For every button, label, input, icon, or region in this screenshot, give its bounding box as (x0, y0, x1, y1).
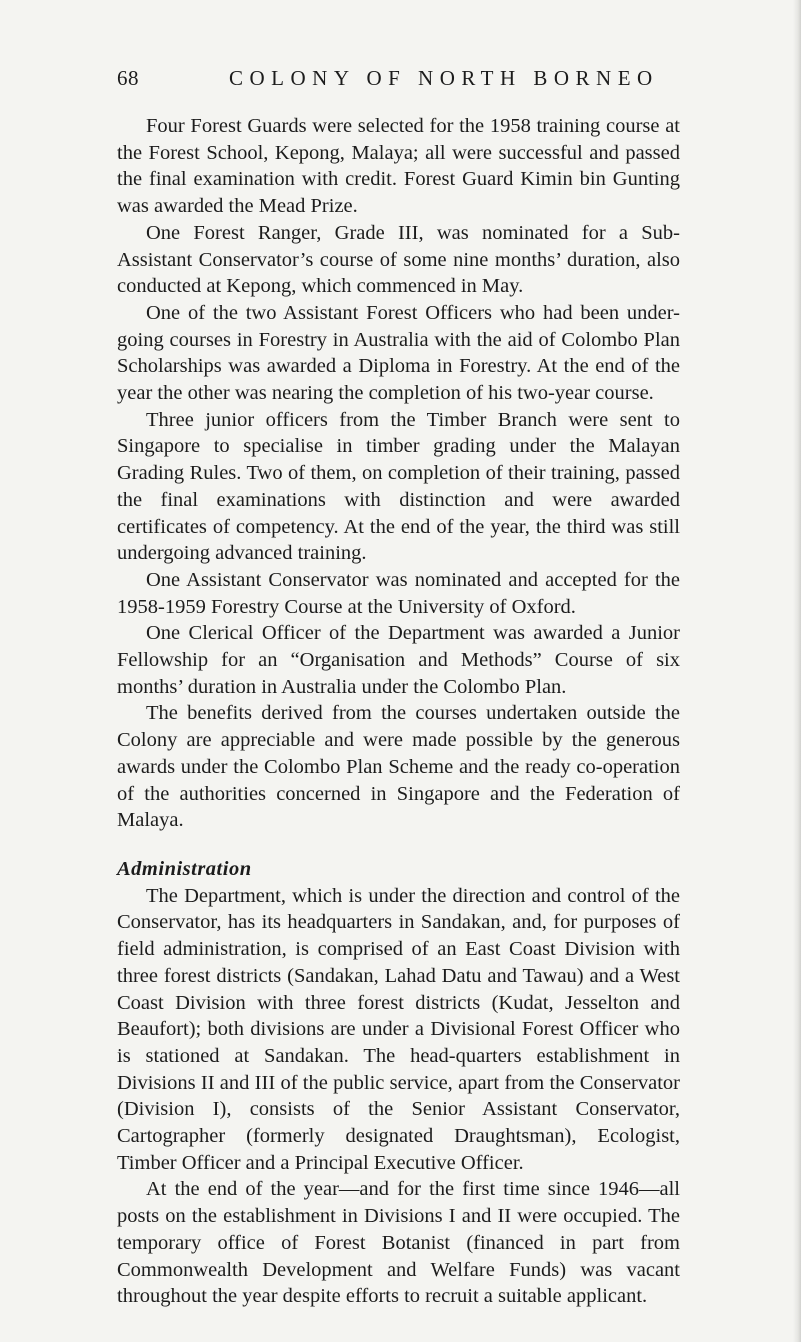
paragraph-benefits: The benefits derived from the courses undertaken outside the Colony are appreciable and were made possible by the generous awards under the Colombo Plan Scheme and the ready co-operation of the authorities concerned in Singapore and the Federation of Malaya. (117, 702, 680, 832)
page-number: 68 (117, 66, 139, 90)
paragraph-oxford-course: One Assistant Conservator was nominated and accepted for the 1958-1959 Forestry Course at the University of Oxford. (117, 568, 680, 618)
paragraph-department-structure: The Department, which is under the direction and control of the Conservator, has its headquarters in Sandakan, and, for purposes of field administration, is comprised of an East Coast Division with three forest districts (Sandakan, Lahad Datu and Tawau) and a West Coast Division with three forest districts (Kudat, Jesselton and Beaufort); both divisions are under a Divisional Forest Officer who is stationed at Sandakan. The head-quarters establishment in Divisions II and III of the public service, apart from the Conservator (Division I), consists of the Senior Assistant Conservator, Cartographer (formerly designated Draughtsman), Ecologist, Timber Officer and a Principal Executive Officer. (117, 884, 680, 1174)
paragraph-clerical-officer: One Clerical Officer of the Department was awarded a Junior Fellowship for an “Organisation and Methods” Course of six months’ duration in Australia under the Colombo Plan. (117, 622, 680, 698)
section-heading-administration: Administration (117, 857, 252, 880)
paragraph-assistant-forest-officers: One of the two Assistant Forest Officers who had been under-going courses in Forestry in Australia with the aid of Colombo Plan Scholarships was awarded a Diploma in Forestry. At the end of the year the other was nearing the completion of his two-year course. (117, 301, 680, 405)
paragraph-forest-guards: Four Forest Guards were selected for the 1958 training course at the Forest School, Kepong, Malaya; all were successful and passed the final examination with credit. Forest Guard Kimin bin Gunting was awarded the Mead Prize. (117, 115, 680, 218)
paragraph-establishment-posts: At the end of the year—and for the first time since 1946—all posts on the establishment in Divisions I and II were occupied. The temporary office of Forest Botanist (financed in part from Commonwealth Development and Welfare Funds) was vacant throughout the year despite efforts to recruit a suitable applicant. (117, 1178, 680, 1308)
page-header (117, 66, 677, 100)
running-title: COLONY OF NORTH BORNEO (229, 66, 659, 90)
page-edge-shadow (793, 0, 801, 1342)
paragraph-timber-branch: Three junior officers from the Timber Branch were sent to Singapore to specialise in timber grading under the Malayan Grading Rules. Two of them, on completion of their training, passed the final examinations with distinction and were awarded certificates of competency. At the end of the year, the third was still undergoing advanced training. (117, 408, 680, 565)
paragraph-forest-ranger: One Forest Ranger, Grade III, was nominated for a Sub-Assistant Conservator’s course of some nine months’ duration, also conducted at Kepong, which commenced in May. (117, 221, 680, 298)
page-body (117, 113, 680, 1310)
